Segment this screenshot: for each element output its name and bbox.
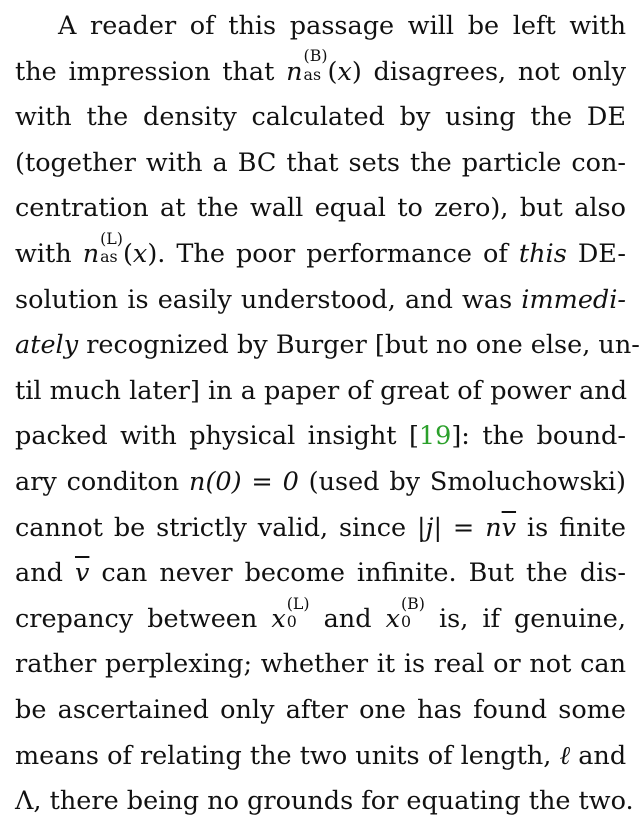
text-line-3: with the density calculated by using the DE (15, 102, 626, 133)
text-line-14: crepancy between x (L) 0 and x (B) 0 is, if genuine, (15, 593, 626, 634)
text-line-15: rather perplexing; whether it is real or not can (15, 649, 626, 680)
math-n-as-B: n (B) as (x) (286, 46, 362, 87)
math-n-as-L: n (L) as (x) (82, 228, 158, 269)
text-line-6: with n (L) as (x). The poor performance of this DE- (15, 228, 626, 269)
math-ell: ℓ (559, 740, 571, 771)
text-line-2: the impression that n (B) as (x) disagrees, not only (15, 46, 626, 87)
text-line-13: and $\overline{v}$ can never become infinite. But the dis- (15, 558, 626, 589)
math-boundary-condition: n(0) = 0 (189, 466, 299, 497)
text-line-11: ary conditon n(0) = 0 (used by Smoluchowski) (15, 466, 626, 497)
text-line-4: (together with a BC that sets the particle con- (15, 147, 626, 178)
math-flux: $|j| = n\overline{v}$ (416, 512, 517, 543)
text-line-1: A reader of this passage will be left with (58, 11, 626, 41)
math-x0-L: x (L) 0 (271, 593, 310, 634)
text-line-10: packed with physical insight [19]: the bound- (15, 421, 626, 452)
math-v-bar: $\overline{v}$ (74, 558, 90, 589)
text-line-9: til much later] in a paper of great of power and (15, 375, 628, 406)
math-lambda: Λ (15, 786, 34, 817)
math-x0-B: x (B) 0 (385, 593, 425, 634)
text-line-16: be ascertained only after one has found some (15, 694, 626, 725)
body-paragraph (15, 4, 640, 825)
text-line-12: cannot be strictly valid, since $|j| = n\overline{v}$ is finite (15, 512, 626, 543)
text-line-7: solution is easily understood, and was immedi- (15, 284, 626, 315)
text-line-8: ately recognized by Burger [but no one else, un- (15, 330, 640, 361)
text-line-18: Λ, there being no grounds for equating the two. (15, 786, 634, 817)
text-line-17: means of relating the two units of length, ℓ and (15, 740, 627, 771)
citation-link[interactable]: 19 (418, 421, 452, 452)
text-line-5: centration at the wall equal to zero), but also (15, 193, 626, 224)
